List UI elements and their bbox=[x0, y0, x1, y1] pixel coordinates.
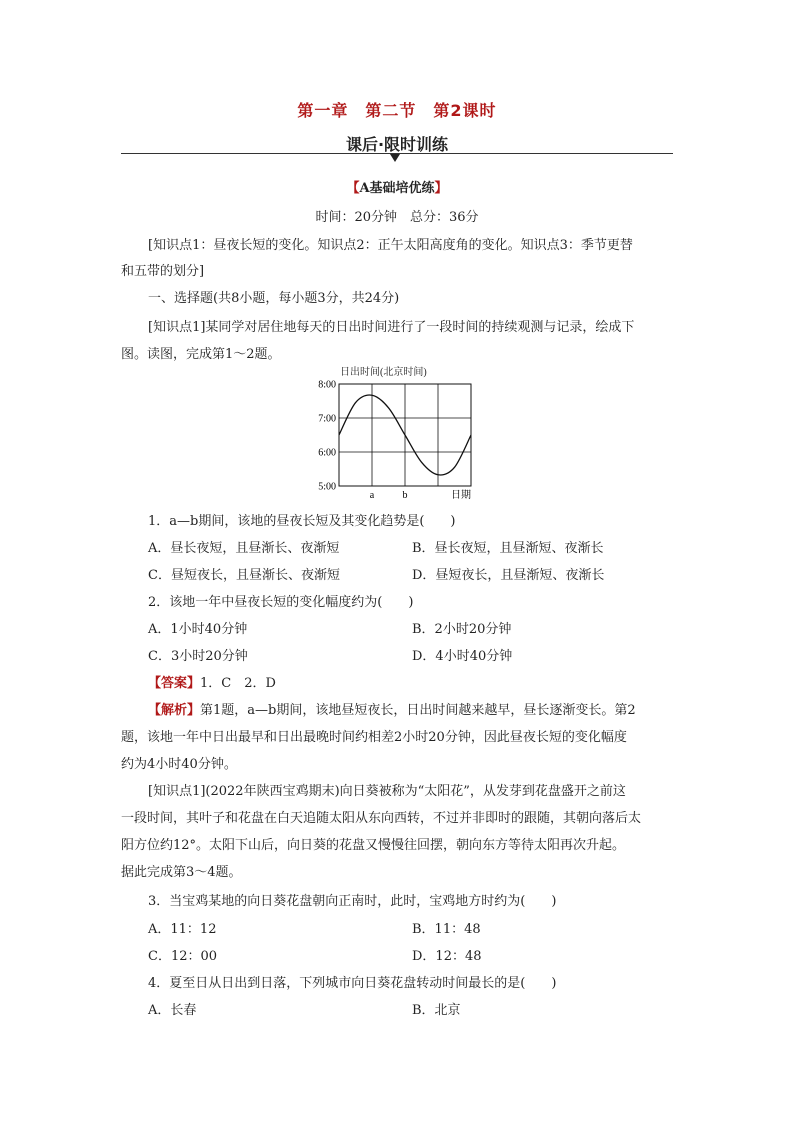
chart-ytick-label: 8:00 bbox=[318, 379, 336, 391]
section-heading bbox=[0, 177, 794, 196]
chart-xlabel: 日期 bbox=[451, 490, 471, 501]
time-info: 时间：20分钟 总分：36分 bbox=[315, 210, 479, 225]
q2-option-b: B．2小时20分钟 bbox=[412, 622, 512, 637]
answer-tag: 【答案】 bbox=[148, 676, 201, 691]
q4-option-b: B．北京 bbox=[412, 1003, 461, 1018]
chart-xmarker-a: a bbox=[369, 490, 375, 501]
chart-yticks bbox=[318, 380, 336, 493]
q2-option-c: C．3小时20分钟 bbox=[148, 649, 248, 664]
page-subtitle: 课后·限时训练 bbox=[345, 135, 449, 154]
analysis-line2: 题，该地一年中日出最早和日出最晚时间约相差2小时20分钟，因此昼夜长短的变化幅度 bbox=[121, 730, 627, 745]
group2-line1: [知识点1](2022年陕西宝鸡期末)向日葵被称为“太阳花”，从发芽到花盘盛开之前这 bbox=[148, 784, 626, 799]
sunrise-time-chart bbox=[300, 362, 500, 504]
page-title: 第一章 第二节 第2课时 bbox=[297, 101, 497, 120]
group2-line2: 一段时间，其叶子和花盘在白天追随太阳从东向西转，不过并非即时的跟随，其朝向落后太 bbox=[121, 811, 642, 826]
q3-option-b: B．11：48 bbox=[412, 922, 481, 937]
group1-stem-line1: [知识点1]某同学对居住地每天的日出时间进行了一段时间的持续观测与记录，绘成下 bbox=[148, 320, 635, 335]
q3-option-d: D．12：48 bbox=[412, 949, 482, 964]
section-bracket-close: 】 bbox=[434, 181, 448, 196]
analysis-line3: 约为4小时40分钟。 bbox=[121, 757, 237, 772]
answer-1 bbox=[148, 672, 276, 691]
chart-xmarker-b: b bbox=[402, 490, 408, 501]
q1-option-a: A．昼长夜短，且昼渐长、夜渐短 bbox=[148, 541, 340, 556]
q1-option-b: B．昼长夜短，且昼渐短、夜渐长 bbox=[412, 541, 604, 556]
group1-stem-line2: 图。读图，完成第1～2题。 bbox=[121, 347, 281, 362]
section-label: A基础培优练 bbox=[359, 181, 435, 196]
q1-option-d: D．昼短夜长，且昼渐短、夜渐长 bbox=[412, 568, 605, 583]
q2-stem: 2．该地一年中昼夜长短的变化幅度约为( ) bbox=[148, 595, 414, 610]
chart-xticks bbox=[370, 488, 471, 501]
section-bracket-open: 【 bbox=[346, 181, 360, 196]
q1-stem: 1．a—b期间，该地的昼夜长短及其变化趋势是( ) bbox=[148, 514, 456, 529]
q3-option-c: C．12：00 bbox=[148, 949, 218, 964]
q3-stem: 3．当宝鸡某地的向日葵花盘朝向正南时，此时，宝鸡地方时约为( ) bbox=[148, 894, 557, 909]
analysis-tag: 【解析】 bbox=[148, 703, 201, 718]
part1-heading: 一、选择题(共8小题，每小题3分，共24分) bbox=[148, 291, 400, 306]
knowledge-intro-line2: 和五带的划分] bbox=[121, 264, 205, 279]
chart-ytick-label: 7:00 bbox=[318, 413, 336, 425]
group2-line4: 据此完成第3～4题。 bbox=[121, 865, 242, 880]
q1-option-c: C．昼短夜长，且昼渐长、夜渐短 bbox=[148, 568, 340, 583]
analysis-text-1: 第1题，a—b期间，该地昼短夜长，日出时间越来越早，昼长逐渐变长。第2 bbox=[200, 703, 636, 718]
q2-option-a: A．1小时40分钟 bbox=[148, 622, 248, 637]
group2-line3: 阳方位约12°。太阳下山后，向日葵的花盘又慢慢往回摆，朝向东方等待太阳再次升起。 bbox=[121, 838, 626, 853]
answer-text: 1．C 2．D bbox=[200, 676, 276, 691]
q4-option-a: A．长春 bbox=[148, 1003, 197, 1018]
q2-option-d: D．4小时40分钟 bbox=[412, 649, 513, 664]
chart-ytick-label: 6:00 bbox=[318, 447, 336, 459]
knowledge-intro-line1: [知识点1：昼夜长短的变化。知识点2：正午太阳高度角的变化。知识点3：季节更替 bbox=[148, 238, 633, 253]
q4-stem: 4．夏至日从日出到日落，下列城市向日葵花盘转动时间最长的是( ) bbox=[148, 976, 557, 991]
chart-ytick-label: 5:00 bbox=[318, 481, 336, 493]
triangle-marker-icon bbox=[390, 154, 400, 162]
analysis-line1 bbox=[148, 699, 636, 718]
q3-option-a: A．11：12 bbox=[148, 922, 217, 937]
chart-ylabel: 日出时间(北京时间) bbox=[340, 367, 427, 378]
